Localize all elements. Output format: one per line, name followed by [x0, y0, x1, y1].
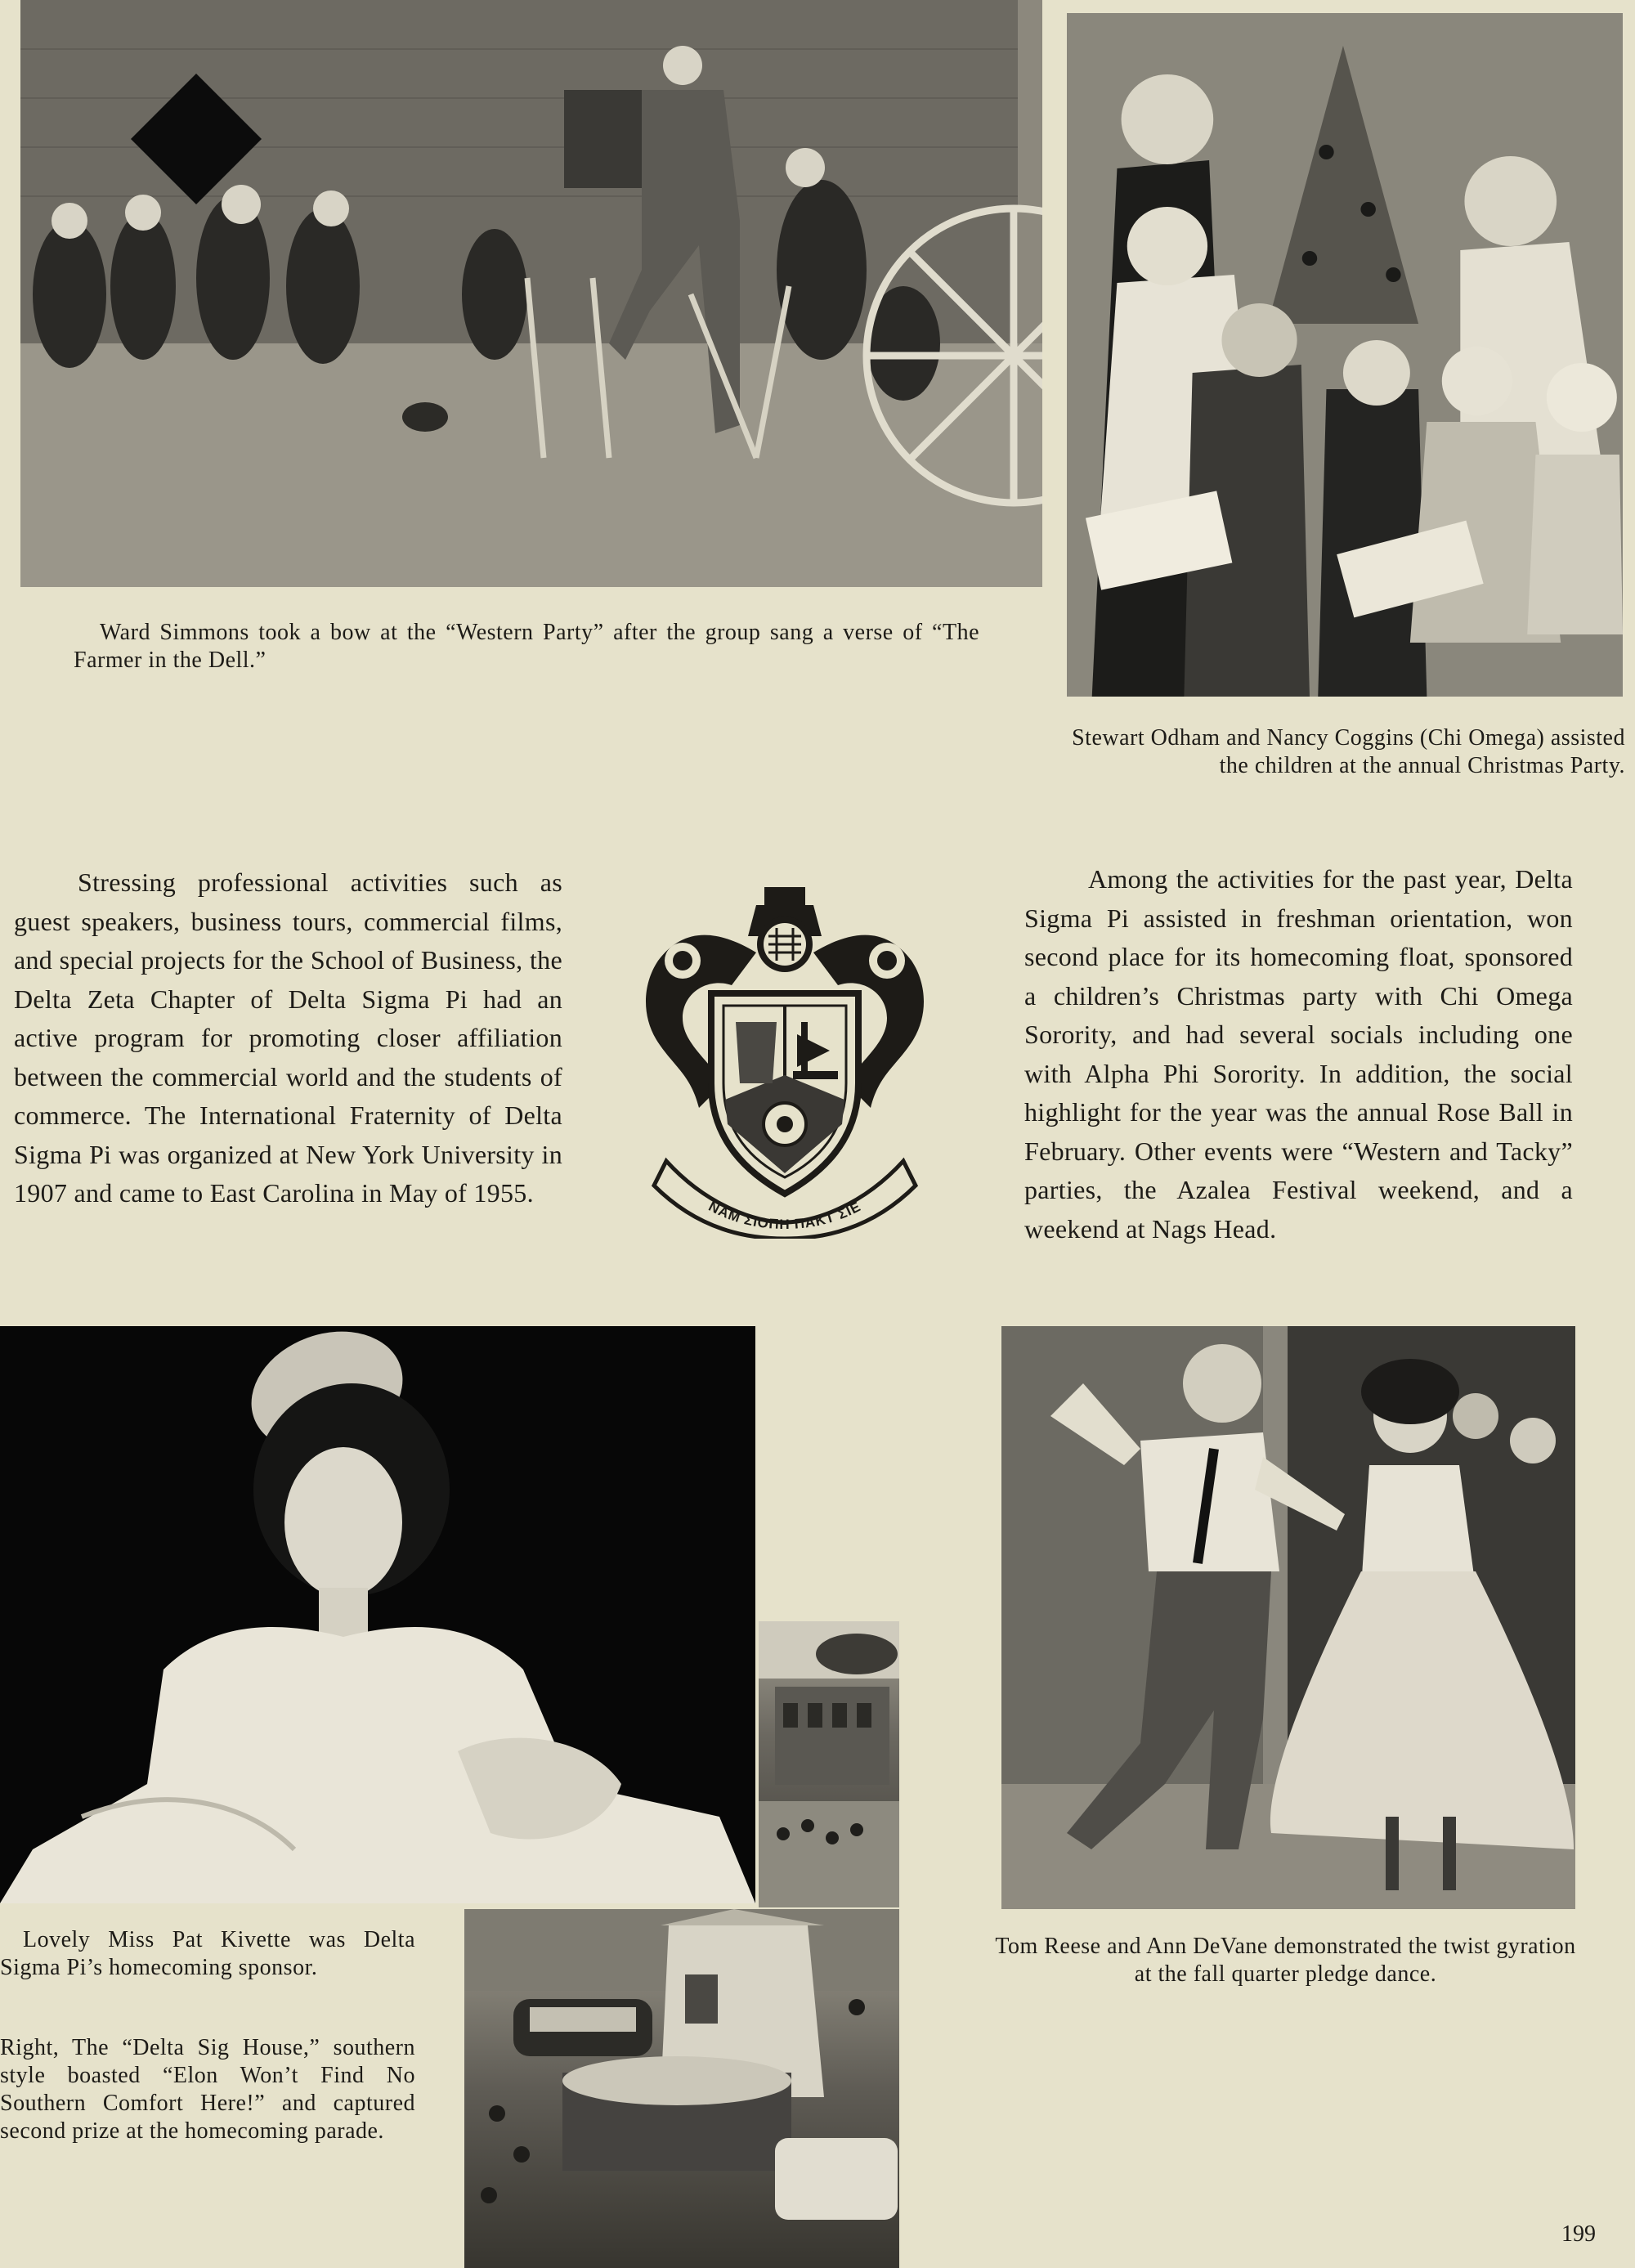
caption-twist: Tom Reese and Ann DeVane demonstrated the twist gyration at the fall quarter pledge dance.	[995, 1934, 1576, 1987]
caption-delta-sig-house: Right, The “Delta Sig House,” southern style boasted “Elon Won’t Find No Southern Comfort Here!” and captured second prize at the homecoming parade.	[0, 2035, 415, 2144]
caption-christmas-party: Stewart Odham and Nancy Coggins (Chi Omega) assisted the children at the annual Christmas Party.	[1072, 725, 1625, 778]
caption-sponsor: Lovely Miss Pat Kivette was Delta Sigma Pi’s homecoming sponsor.	[0, 1927, 415, 1980]
photo-homecoming-sponsor	[0, 1326, 755, 1903]
crest-icon	[634, 879, 936, 1239]
photo-western-party	[20, 0, 1087, 587]
photo-delta-sig-house-float	[464, 1909, 899, 2268]
photo-twist-dance	[1001, 1326, 1575, 1909]
page-number: 199	[1561, 2221, 1596, 2247]
body-right-paragraph: Among the activities for the past year, Delta Sigma Pi assisted in freshman orientation, won second place for its homecoming float, sponsored a children’s Christmas party with Chi Omega Sorority, and had several socials including one with Alpha Phi Sorority. In addition, the social highlight for the year was the annual Rose Ball in February. Other events were “Western and Tacky” parties, the Azalea Festival weekend, and a weekend at Nags Head.	[1024, 864, 1573, 1244]
delta-sigma-pi-crest	[634, 879, 936, 1239]
caption-western-party: Ward Simmons took a bow at the “Western Party” after the group sang a verse of “The Farmer in the Dell.”	[74, 620, 979, 673]
photo-christmas-party	[1042, 0, 1623, 697]
body-left-paragraph: Stressing professional activities such as guest speakers, business tours, commercial films, and special projects for the School of Business, the Delta Zeta Chapter of Delta Sigma Pi had an active program for promoting closer affiliation between the commercial world and the students of commerce. The International Fraternity of Delta Sigma Pi was organized at New York University in 1907 and came to East Carolina in May of 1955.	[14, 867, 562, 1208]
crest-motto: NAM ΣIOΠH ΠAKT ΣIE	[706, 1198, 864, 1233]
photo-parade-street	[759, 1621, 899, 1907]
